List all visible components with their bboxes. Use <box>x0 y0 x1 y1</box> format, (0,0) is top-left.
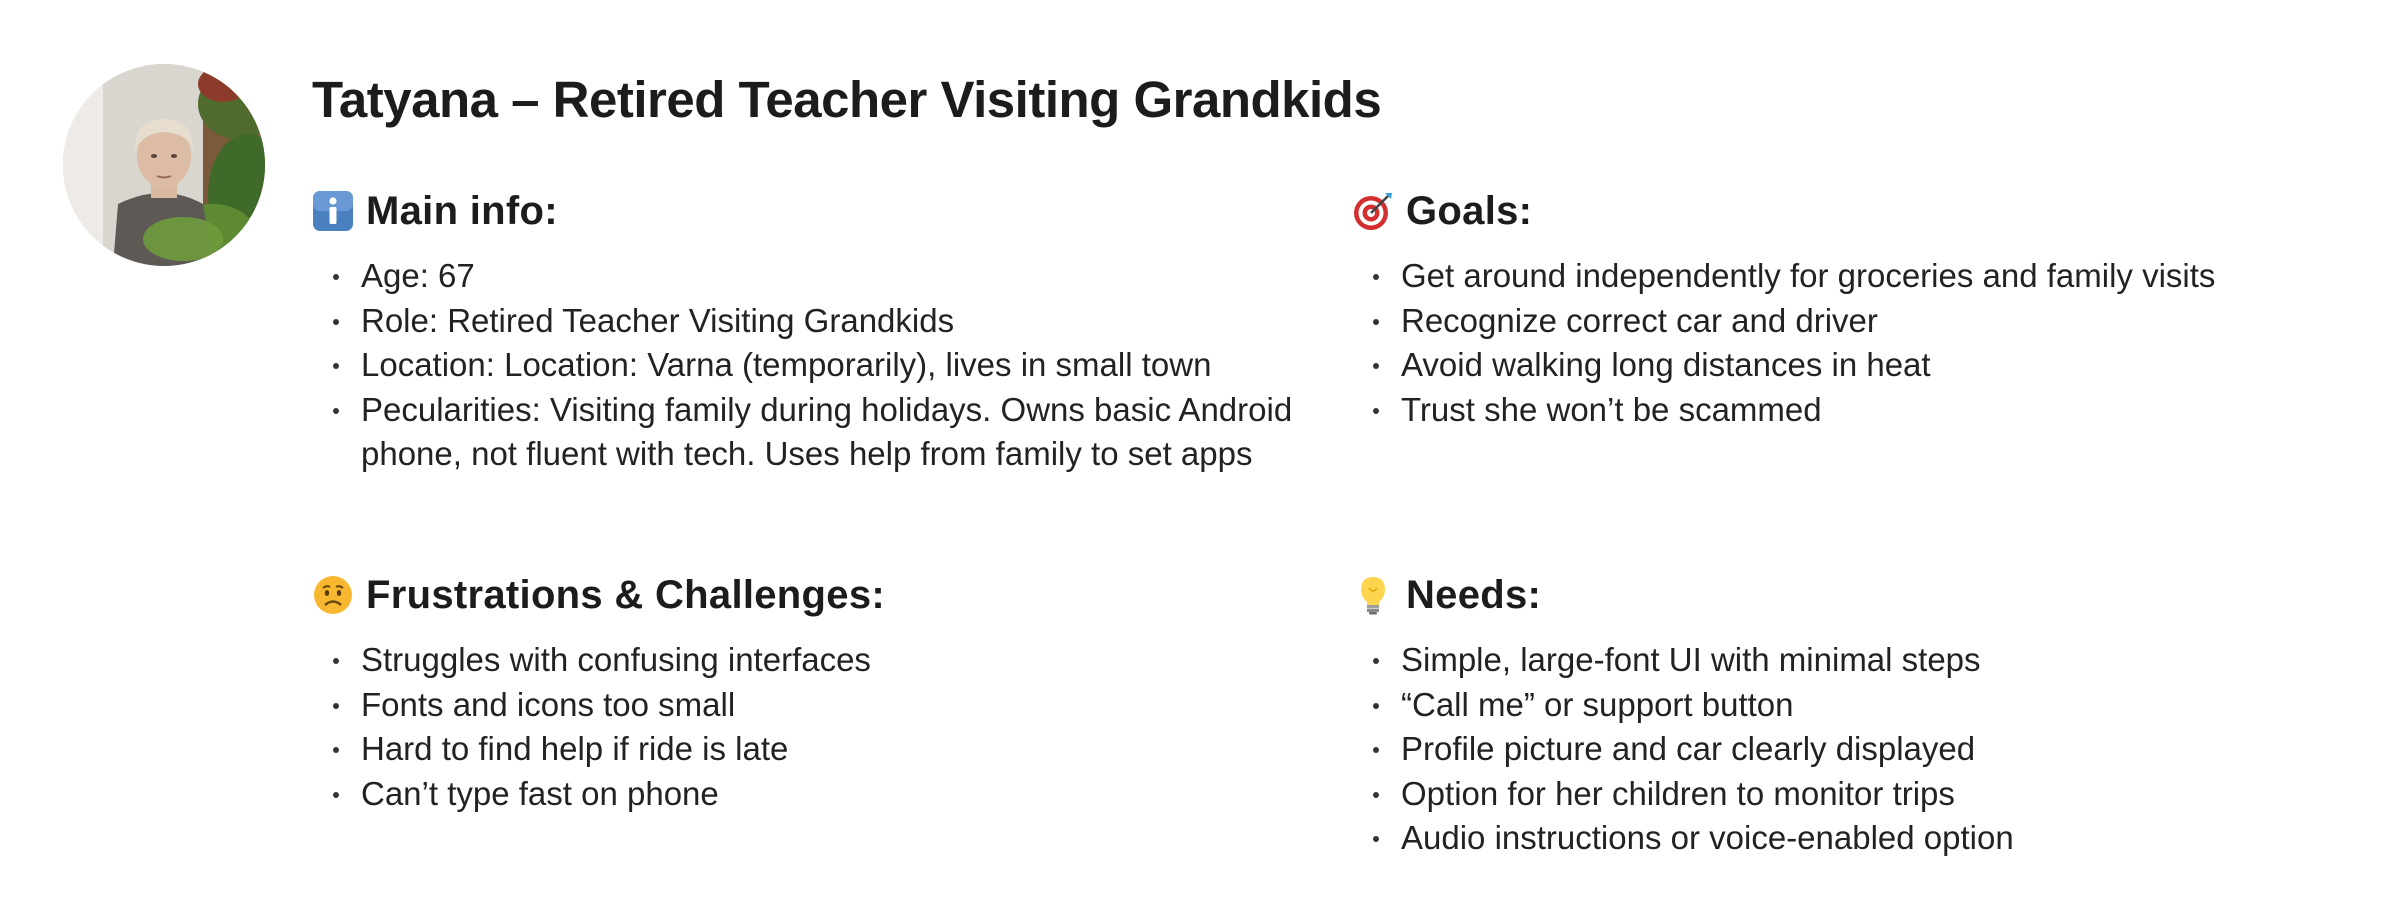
list-item: Pecularities: Visiting family during holidays. Owns basic Android phone, not fluent with tech. Uses help from family to set apps <box>312 388 1312 477</box>
list-item: Simple, large-font UI with minimal steps <box>1352 638 2372 683</box>
list-item: Profile picture and car clearly displayed <box>1352 727 2372 772</box>
main-info-section <box>312 178 1312 477</box>
goals-header <box>1352 178 2372 244</box>
list-item: Age: 67 <box>312 254 1312 299</box>
list-item: Get around independently for groceries and family visits <box>1352 254 2372 299</box>
needs-list <box>1352 638 2372 861</box>
frustrations-header <box>312 562 1312 628</box>
goals-title: Goals: <box>1406 188 1533 233</box>
needs-header <box>1352 562 2372 628</box>
goals-section <box>1352 178 2372 432</box>
main-info-header <box>312 178 1312 244</box>
list-item: Avoid walking long distances in heat <box>1352 343 2372 388</box>
frustrations-title: Frustrations & Challenges: <box>366 572 885 617</box>
list-item: Audio instructions or voice-enabled option <box>1352 816 2372 861</box>
frustrations-list <box>312 638 1312 816</box>
worried-face-icon <box>312 574 354 616</box>
list-item: Option for her children to monitor trips <box>1352 772 2372 817</box>
list-item: Fonts and icons too small <box>312 683 1312 728</box>
target-icon <box>1352 190 1394 232</box>
main-info-list <box>312 254 1312 477</box>
list-item: “Call me” or support button <box>1352 683 2372 728</box>
info-icon <box>312 190 354 232</box>
light-bulb-icon <box>1352 574 1394 616</box>
list-item: Location: Location: Varna (temporarily), lives in small town <box>312 343 1312 388</box>
frustrations-section <box>312 562 1312 816</box>
list-item: Trust she won’t be scammed <box>1352 388 2372 433</box>
list-item: Recognize correct car and driver <box>1352 299 2372 344</box>
main-info-title: Main info: <box>366 188 558 233</box>
list-item: Role: Retired Teacher Visiting Grandkids <box>312 299 1312 344</box>
needs-section <box>1352 562 2372 861</box>
list-item: Struggles with confusing interfaces <box>312 638 1312 683</box>
avatar <box>63 64 265 266</box>
needs-title: Needs: <box>1406 572 1542 617</box>
list-item: Can’t type fast on phone <box>312 772 1312 817</box>
list-item: Hard to find help if ride is late <box>312 727 1312 772</box>
page-title: Tatyana – Retired Teacher Visiting Grandkids <box>312 71 1382 128</box>
goals-list <box>1352 254 2372 432</box>
